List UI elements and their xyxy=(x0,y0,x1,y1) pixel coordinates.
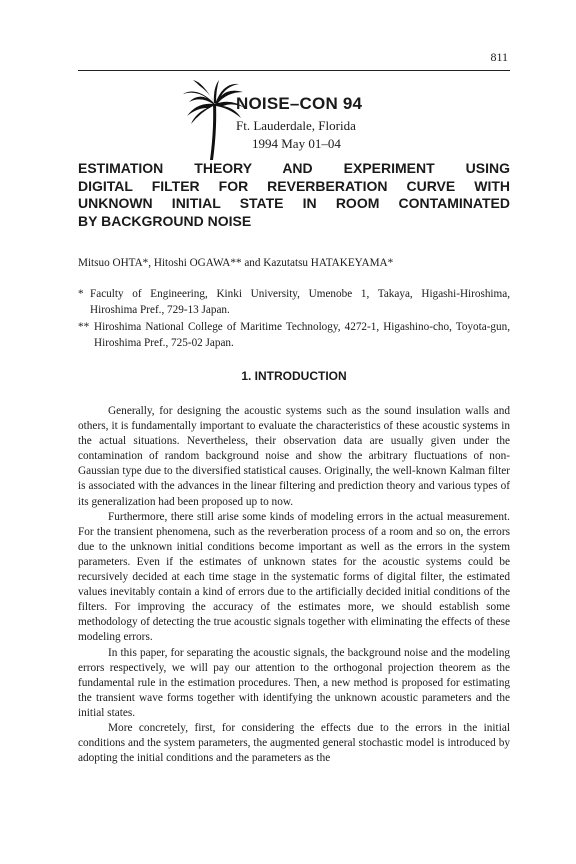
paper-title xyxy=(78,160,510,230)
affiliation-text: Faculty of Engineering, Kinki University, Umenobe 1, Takaya, Higashi-Hiroshima, Hiroshima Pref., 729-13 Japan. xyxy=(90,288,510,316)
page-number: 811 xyxy=(490,50,508,64)
body-text xyxy=(78,404,510,766)
section-heading: 1. INTRODUCTION xyxy=(241,369,347,383)
affiliation-mark: ** xyxy=(78,321,90,333)
paragraph: In this paper, for separating the acoustic signals, the background noise and the modeling errors respectively, we will pay our attention to the orthogonal projection theorem as the fundamental rule in the estimation procedures. Then, a new method is proposed for estimating the transient wave forms together with identifying the unknown acoustic parameters and the initial states. xyxy=(78,646,510,719)
affiliation-2 xyxy=(78,320,510,351)
paragraph: More concretely, first, for considering the effects due to the errors in the initial conditions and the system parameters, the augmented general stochastic model is introduced by adopting the initial conditions and the parameters as the xyxy=(78,721,510,765)
header-rule xyxy=(78,70,510,71)
paragraph: Furthermore, there still arise some kinds of modeling errors in the actual measurement. For the transient phenomena, such as the reverberation process of a room and so on, the errors due to the unknown initial conditions become important as well as the errors in the system parameters. Even if the estimates of unknown states for the acoustic systems could be recursively decided at each time stage in the systematic forms of digital filter, the estimated values inevitably contain a kind of errors due to the artificially decided initial conditions of the filters. For improving the accuracy of the estimates more, we should establish some methodology of detecting the true acoustic signals together with eliminating the effects of these modeling errors. xyxy=(78,510,510,644)
paragraph: Generally, for designing the acoustic systems such as the sound insulation walls and others, it is fundamentally important to evaluate the characteristics of these acoustic systems in the actual situations. Nevertheless, their observation data are usually given under the contamination of random background noise and show the arbitrary fluctuations of non-Gaussian type due to the diversified statistical causes. Originally, the well-known Kalman filter is associated with the advances in the linear filtering and prediction theory and various types of its generalization had been proposed up to now. xyxy=(78,405,510,508)
affiliation-1 xyxy=(78,287,510,318)
conference-date: 1994 May 01–04 xyxy=(252,136,341,151)
conference-place: Ft. Lauderdale, Florida xyxy=(236,118,356,133)
conference-name: NOISE–CON 94 xyxy=(236,94,363,113)
title-line: ESTIMATION THEORY AND EXPERIMENT USING xyxy=(78,160,510,176)
title-line: UNKNOWN INITIAL STATE IN ROOM CONTAMINATED xyxy=(78,195,510,211)
title-line: DIGITAL FILTER FOR REVERBERATION CURVE WITH xyxy=(78,177,510,194)
affiliation-text: Hiroshima National College of Maritime Technology, 4272-1, Higashino-cho, Toyota-gun, Hiroshima Pref., 725-02 Japan. xyxy=(94,321,510,349)
title-line: BY BACKGROUND NOISE xyxy=(78,212,252,229)
affiliation-mark: * xyxy=(78,288,84,300)
authors: Mitsuo OHTA*, Hitoshi OGAWA** and Kazutatsu HATAKEYAMA* xyxy=(78,257,394,269)
